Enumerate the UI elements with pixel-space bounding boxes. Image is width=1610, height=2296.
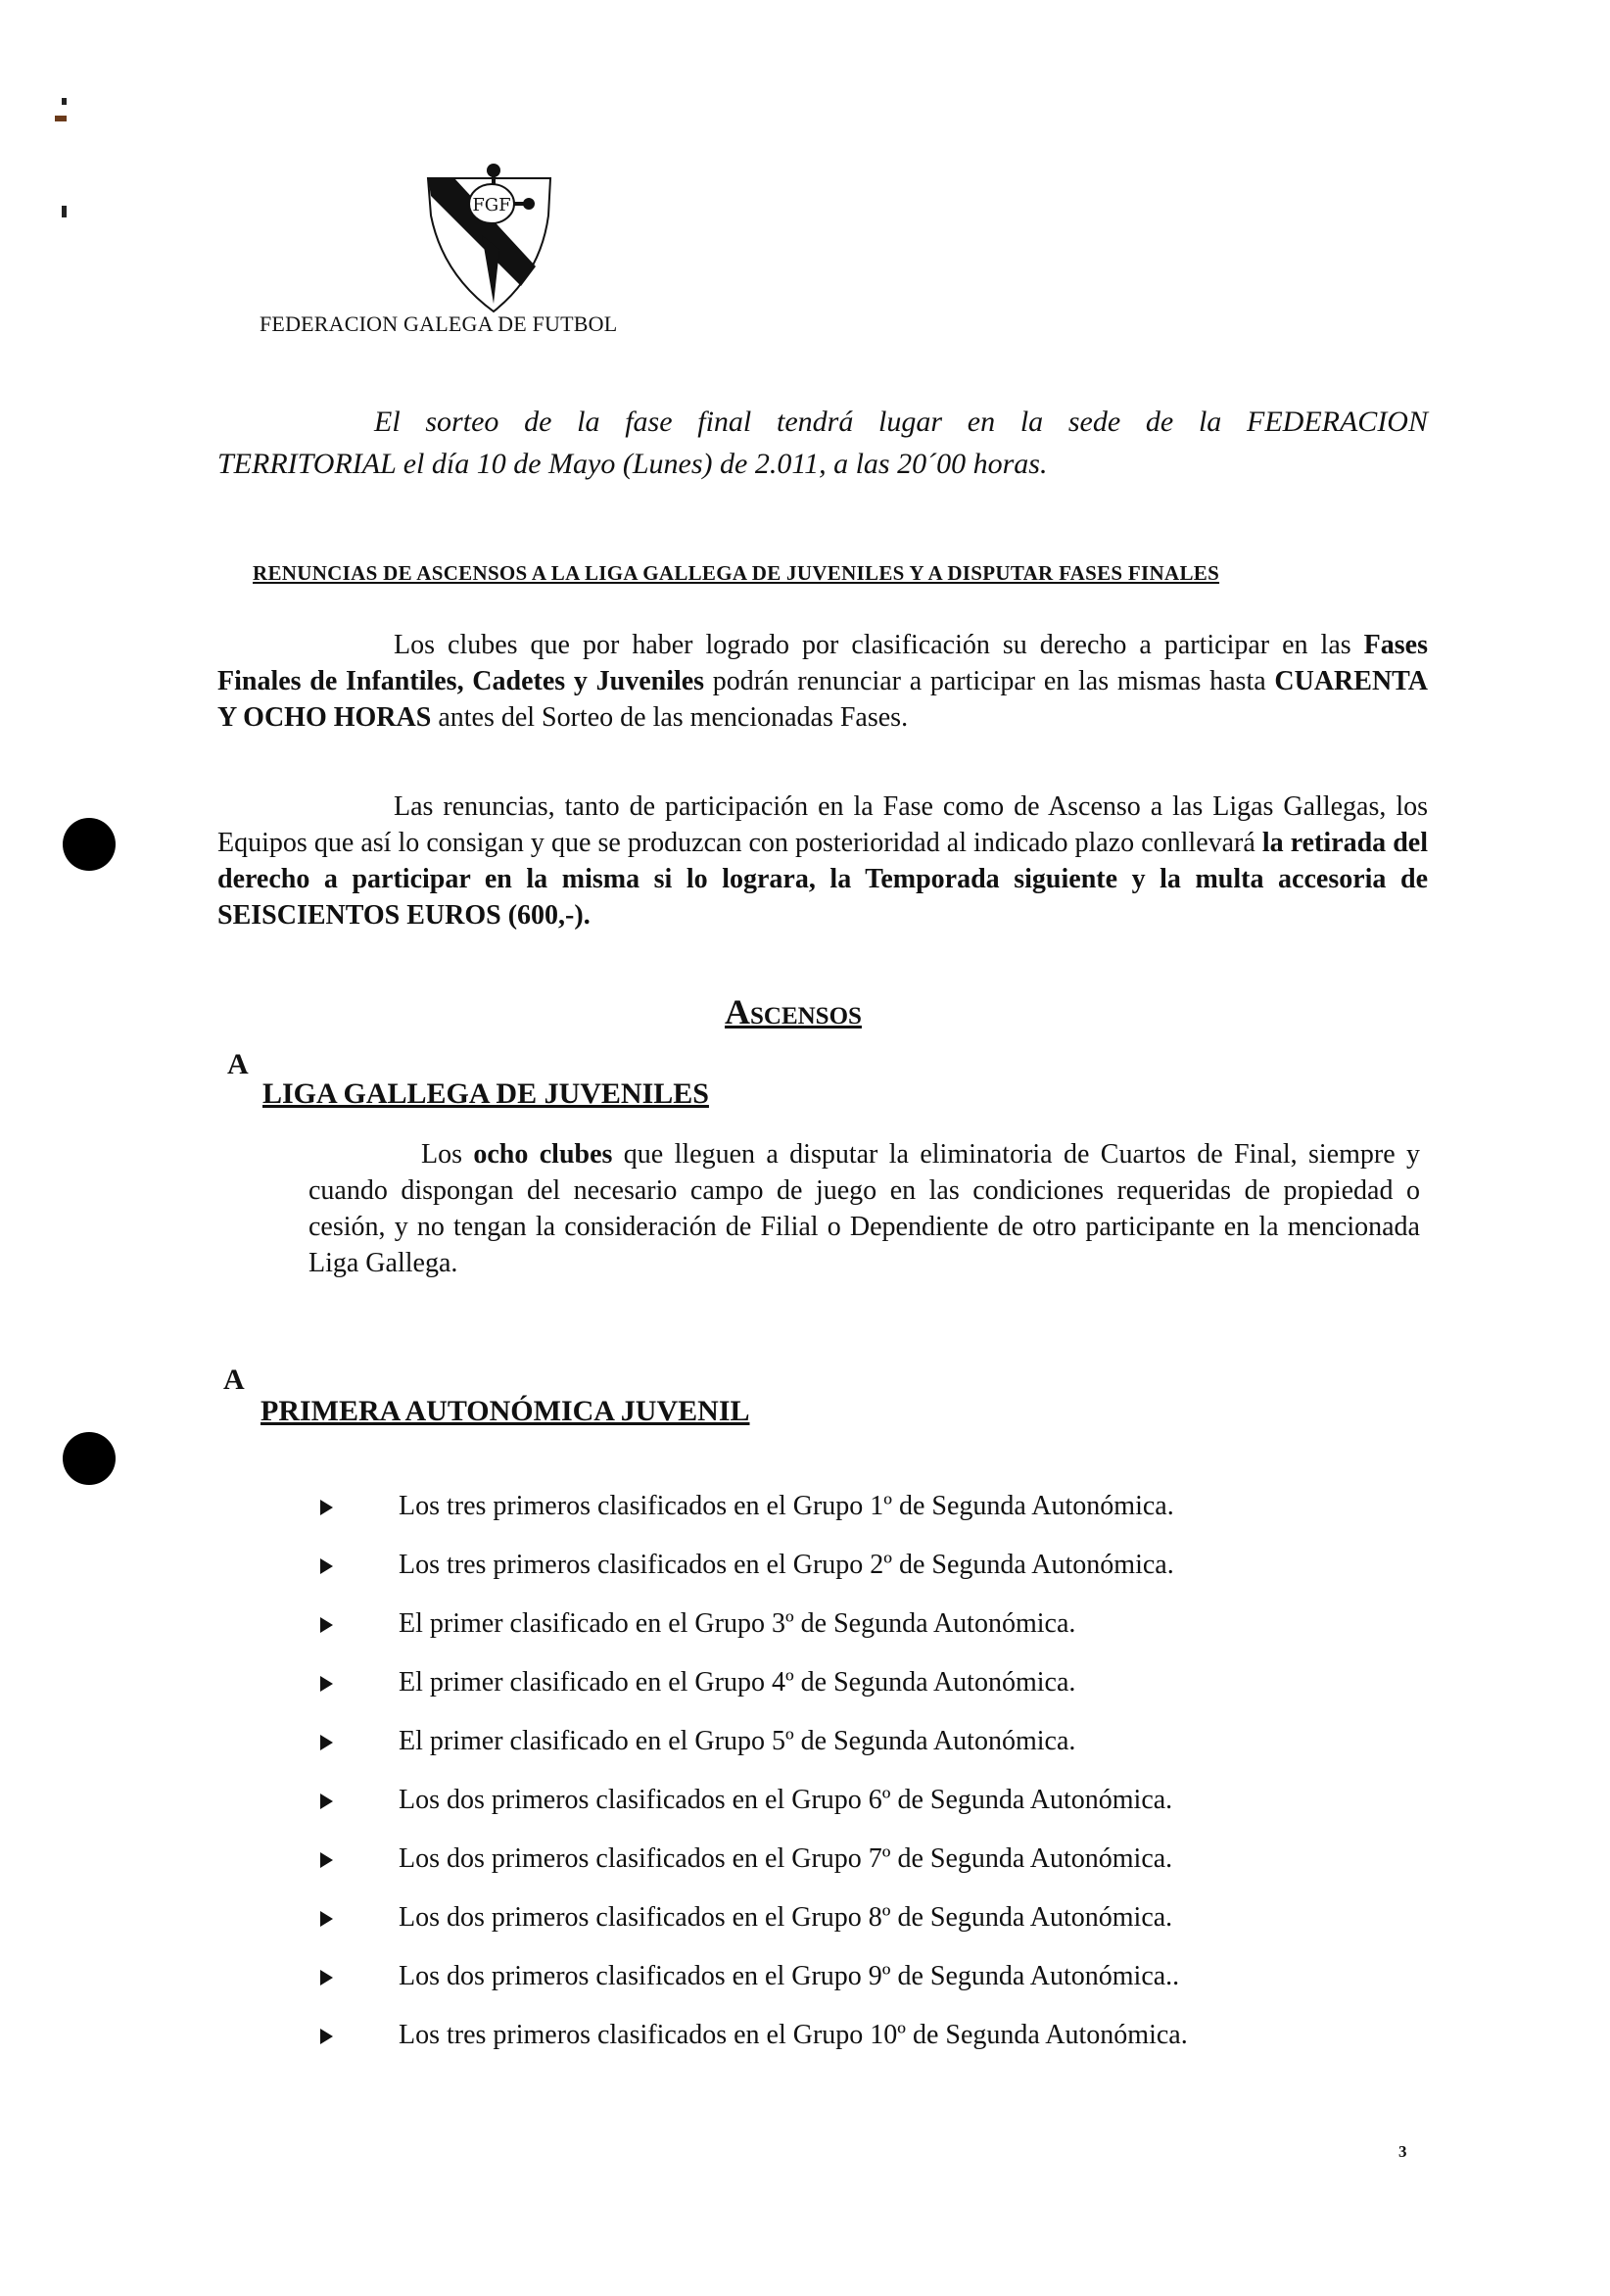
organization-name: FEDERACION GALEGA DE FUTBOL (260, 311, 618, 336)
bold-text: CUARENTA Y OCHO HORAS (217, 666, 1428, 733)
text: Los (421, 1139, 474, 1170)
sorteo-line-1: El sorteo de la fase final tendrá lugar en la sede de la FEDERACION (374, 406, 1428, 438)
ascensos-heading: Ascensos (725, 992, 862, 1031)
bullet-triangle-icon (320, 1617, 333, 1633)
bullet-triangle-icon (320, 1735, 333, 1750)
scan-speck (55, 116, 67, 121)
renuncias-paragraph-2 (217, 789, 1428, 933)
primera-autonomica-heading: PRIMERA AUTONÓMICA JUVENIL (260, 1395, 750, 1427)
bullet-triangle-icon (320, 1852, 333, 1868)
list-item-text: Los dos primeros clasificados en el Grupo 8º de Segunda Autonómica. (399, 1902, 1173, 1933)
list-item (315, 1487, 1393, 1546)
text: podrán renunciar a participar en las mismas hasta (704, 666, 1275, 696)
liga-gallega-heading: LIGA GALLEGA DE JUVENILES (262, 1077, 709, 1110)
bold-text: la retirada del derecho a participar en la misma si lo lograra, la Temporada siguiente y la multa accesoria de SEISCIENTOS EUROS (600,-). (217, 828, 1429, 931)
scan-speck (62, 206, 67, 217)
logo-monogram: FGF (472, 195, 511, 215)
bullet-triangle-icon (320, 1558, 333, 1574)
list-item (315, 1546, 1393, 1604)
primera-prefix: A (223, 1363, 245, 1396)
list-item (315, 1840, 1393, 1898)
bullet-triangle-icon (320, 2029, 333, 2044)
list-item (315, 1722, 1393, 1781)
list-item-text: El primer clasificado en el Grupo 3º de Segunda Autonómica. (399, 1608, 1076, 1639)
liga-gallega-paragraph (308, 1136, 1420, 1281)
sorteo-line-2: TERRITORIAL el día 10 de Mayo (Lunes) de 2.011, a las 20´00 horas. (217, 448, 1048, 480)
list-item-text: Los tres primeros clasificados en el Grupo 2º de Segunda Autonómica. (399, 1550, 1174, 1580)
list-item (315, 1957, 1393, 2016)
bold-text: Fases Finales de Infantiles, Cadetes y Juveniles (217, 630, 1428, 696)
list-item-text: Los tres primeros clasificados en el Grupo 1º de Segunda Autonómica. (399, 1491, 1174, 1521)
list-item-text: Los dos primeros clasificados en el Grupo 6º de Segunda Autonómica. (399, 1785, 1173, 1815)
ascenso-list (315, 1487, 1393, 2075)
bullet-triangle-icon (320, 1676, 333, 1692)
bold-text: ocho clubes (473, 1139, 613, 1170)
page-number: 3 (1398, 2142, 1407, 2161)
bullet-triangle-icon (320, 1794, 333, 1809)
list-item (315, 2016, 1393, 2075)
list-item (315, 1604, 1393, 1663)
list-item-text: El primer clasificado en el Grupo 4º de Segunda Autonómica. (399, 1667, 1076, 1698)
list-item (315, 1663, 1393, 1722)
renuncias-paragraph-1 (217, 627, 1428, 736)
renuncias-heading: RENUNCIAS DE ASCENSOS A LA LIGA GALLEGA DE JUVENILES Y A DISPUTAR FASES FINALES (253, 561, 1220, 585)
list-item (315, 1781, 1393, 1840)
text: Los clubes que por haber logrado por clasificación su derecho a participar en las (394, 630, 1364, 660)
list-item-text: Los dos primeros clasificados en el Grupo 9º de Segunda Autonómica.. (399, 1961, 1180, 1991)
punch-hole (63, 1432, 116, 1485)
scan-speck (62, 98, 67, 105)
list-item-text: Los tres primeros clasificados en el Grupo 10º de Segunda Autonómica. (399, 2020, 1188, 2050)
text: antes del Sorteo de las mencionadas Fases. (431, 702, 909, 733)
text: Las renuncias, tanto de participación en la Fase como de Ascenso a las Ligas Gallegas, los Equipos que así lo consigan y que se produzcan con posterioridad al indicado plazo conllevará (217, 791, 1428, 858)
text: que lleguen a disputar la eliminatoria de Cuartos de Final, siempre y cuando dispongan del necesario campo de juego en las condiciones requeridas de propiedad o cesión, y no tengan la consideración de Filial o Dependiente de otro participante en la mencionada Liga Gallega. (308, 1139, 1420, 1278)
liga-prefix: A (227, 1048, 249, 1080)
list-item-text: El primer clasificado en el Grupo 5º de Segunda Autonómica. (399, 1726, 1076, 1756)
federation-logo-icon (423, 157, 560, 313)
bullet-triangle-icon (320, 1500, 333, 1515)
list-item-text: Los dos primeros clasificados en el Grupo 7º de Segunda Autonómica. (399, 1843, 1173, 1874)
bullet-triangle-icon (320, 1911, 333, 1927)
list-item (315, 1898, 1393, 1957)
punch-hole (63, 818, 116, 871)
bullet-triangle-icon (320, 1970, 333, 1985)
